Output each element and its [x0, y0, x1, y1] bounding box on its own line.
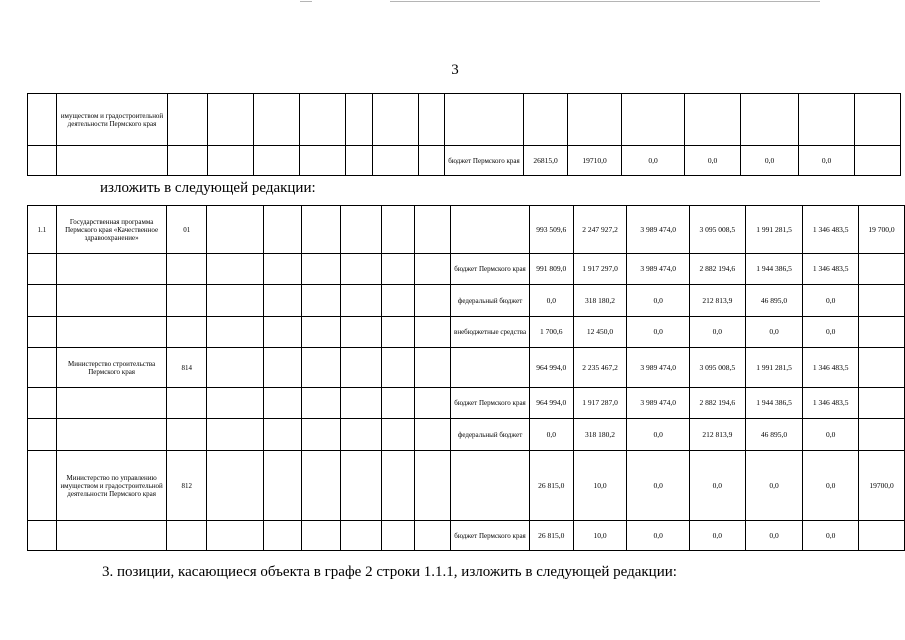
empty-cell: [207, 451, 264, 521]
value-cell: 3 989 474,0: [627, 206, 690, 254]
value-cell: [859, 348, 905, 388]
scan-artifact-line-left: [300, 1, 312, 2]
empty-cell: [341, 254, 382, 285]
scan-artifact-line-right: [390, 1, 820, 2]
empty-cell: [207, 521, 264, 551]
value-cell: 3 989 474,0: [627, 348, 690, 388]
empty-cell: [341, 388, 382, 419]
name-cell: [56, 317, 167, 348]
source-cell: [451, 451, 530, 521]
main-table: [27, 205, 905, 551]
value-cell: 0,0: [803, 451, 859, 521]
name-cell: [56, 419, 167, 451]
empty-cell: [302, 419, 341, 451]
empty-cell: [419, 94, 445, 146]
empty-cell: [415, 521, 451, 551]
empty-cell: [263, 521, 302, 551]
empty-cell: [381, 206, 415, 254]
num-cell: [28, 94, 57, 146]
value-cell: 0,0: [685, 146, 741, 176]
value-cell: 0,0: [690, 317, 746, 348]
value-cell: 318 180,2: [573, 419, 627, 451]
value-cell: 0,0: [803, 419, 859, 451]
name-cell: [56, 254, 167, 285]
value-cell: [741, 94, 799, 146]
table-row: [28, 206, 905, 254]
value-cell: 991 809,0: [529, 254, 573, 285]
empty-cell: [381, 317, 415, 348]
value-cell: 19700,0: [859, 451, 905, 521]
empty-cell: [263, 285, 302, 317]
value-cell: 1 346 483,5: [803, 254, 859, 285]
value-cell: 0,0: [745, 521, 803, 551]
value-cell: 2 882 194,6: [690, 388, 746, 419]
table-row: [28, 521, 905, 551]
empty-cell: [346, 94, 373, 146]
value-cell: 26815,0: [524, 146, 568, 176]
top-table-body: [28, 94, 901, 176]
main-table-body: [28, 206, 905, 551]
value-cell: [859, 317, 905, 348]
value-cell: 318 180,2: [573, 285, 627, 317]
source-cell: бюджет Пермского края: [445, 146, 524, 176]
empty-cell: [341, 419, 382, 451]
empty-cell: [415, 348, 451, 388]
value-cell: 1 917 287,0: [573, 388, 627, 419]
empty-cell: [302, 285, 341, 317]
table-row: [28, 451, 905, 521]
value-cell: [799, 94, 855, 146]
value-cell: 0,0: [803, 285, 859, 317]
source-cell: федеральный бюджет: [451, 419, 530, 451]
empty-cell: [302, 521, 341, 551]
value-cell: 2 882 194,6: [690, 254, 746, 285]
empty-cell: [300, 146, 346, 176]
value-cell: 0,0: [803, 521, 859, 551]
source-cell: внебюджетные средства: [451, 317, 530, 348]
empty-cell: [415, 254, 451, 285]
source-cell: федеральный бюджет: [451, 285, 530, 317]
empty-cell: [208, 94, 254, 146]
empty-cell: [415, 285, 451, 317]
num-cell: [28, 146, 57, 176]
empty-cell: [415, 419, 451, 451]
name-cell: [57, 146, 168, 176]
name-cell: Министерство строительства Пермского края: [56, 348, 167, 388]
num-cell: [28, 254, 57, 285]
value-cell: 10,0: [573, 451, 627, 521]
code-cell: 814: [167, 348, 207, 388]
value-cell: 1 991 281,5: [745, 206, 803, 254]
value-cell: [859, 285, 905, 317]
empty-cell: [168, 94, 208, 146]
value-cell: 1 346 483,5: [803, 206, 859, 254]
value-cell: 212 813,9: [690, 285, 746, 317]
source-cell: [451, 206, 530, 254]
page-number: 3: [451, 62, 459, 78]
empty-cell: [341, 285, 382, 317]
empty-cell: [341, 317, 382, 348]
empty-cell: [381, 285, 415, 317]
value-cell: 1 991 281,5: [745, 348, 803, 388]
table-row: [28, 285, 905, 317]
top-table: [27, 93, 901, 176]
code-cell: [167, 285, 207, 317]
value-cell: 964 994,0: [529, 348, 573, 388]
empty-cell: [346, 146, 373, 176]
value-cell: 10,0: [573, 521, 627, 551]
empty-cell: [168, 146, 208, 176]
value-cell: [568, 94, 622, 146]
value-cell: 0,0: [745, 317, 803, 348]
value-cell: 2 235 467,2: [573, 348, 627, 388]
empty-cell: [381, 348, 415, 388]
empty-cell: [302, 451, 341, 521]
value-cell: 1 346 483,5: [803, 348, 859, 388]
source-cell: бюджет Пермского края: [451, 254, 530, 285]
empty-cell: [207, 206, 264, 254]
table-row: [28, 419, 905, 451]
value-cell: 3 095 008,5: [690, 206, 746, 254]
value-cell: 0,0: [529, 285, 573, 317]
value-cell: [859, 254, 905, 285]
num-cell: [28, 317, 57, 348]
value-cell: 0,0: [803, 317, 859, 348]
empty-cell: [381, 521, 415, 551]
code-cell: 01: [167, 206, 207, 254]
source-cell: [451, 348, 530, 388]
table-row: [28, 254, 905, 285]
name-cell: [56, 388, 167, 419]
table-row: [28, 388, 905, 419]
empty-cell: [415, 206, 451, 254]
value-cell: [622, 94, 685, 146]
code-cell: [167, 521, 207, 551]
value-cell: 1 944 386,5: [745, 388, 803, 419]
empty-cell: [207, 419, 264, 451]
value-cell: 19710,0: [568, 146, 622, 176]
value-cell: [855, 94, 901, 146]
empty-cell: [302, 348, 341, 388]
value-cell: 26 815,0: [529, 451, 573, 521]
empty-cell: [373, 146, 419, 176]
num-cell: [28, 451, 57, 521]
empty-cell: [341, 206, 382, 254]
code-cell: 812: [167, 451, 207, 521]
name-cell: Министерство по управлению имуществом и градостроительной деятельности Пермского края: [56, 451, 167, 521]
empty-cell: [302, 388, 341, 419]
source-cell: [445, 94, 524, 146]
empty-cell: [208, 146, 254, 176]
value-cell: 1 917 297,0: [573, 254, 627, 285]
empty-cell: [263, 348, 302, 388]
empty-cell: [300, 94, 346, 146]
value-cell: 0,0: [622, 146, 685, 176]
empty-cell: [207, 254, 264, 285]
empty-cell: [341, 451, 382, 521]
table-row: [28, 94, 901, 146]
empty-cell: [254, 94, 300, 146]
num-cell: [28, 388, 57, 419]
value-cell: 0,0: [627, 451, 690, 521]
value-cell: 0,0: [627, 317, 690, 348]
empty-cell: [415, 388, 451, 419]
empty-cell: [254, 146, 300, 176]
value-cell: [859, 388, 905, 419]
num-cell: [28, 419, 57, 451]
value-cell: 0,0: [799, 146, 855, 176]
empty-cell: [341, 348, 382, 388]
empty-cell: [263, 317, 302, 348]
empty-cell: [207, 285, 264, 317]
source-cell: бюджет Пермского края: [451, 521, 530, 551]
value-cell: 12 450,0: [573, 317, 627, 348]
empty-cell: [381, 451, 415, 521]
empty-cell: [419, 146, 445, 176]
empty-cell: [207, 317, 264, 348]
value-cell: 46 895,0: [745, 285, 803, 317]
value-cell: 964 994,0: [529, 388, 573, 419]
num-cell: 1.1: [28, 206, 57, 254]
value-cell: 3 989 474,0: [627, 254, 690, 285]
name-cell: имуществом и градостроительной деятельности Пермского края: [57, 94, 168, 146]
value-cell: 0,0: [627, 285, 690, 317]
value-cell: 3 095 008,5: [690, 348, 746, 388]
empty-cell: [263, 206, 302, 254]
value-cell: 19 700,0: [859, 206, 905, 254]
empty-cell: [207, 348, 264, 388]
value-cell: 0,0: [627, 419, 690, 451]
value-cell: [524, 94, 568, 146]
code-cell: [167, 254, 207, 285]
value-cell: [859, 521, 905, 551]
source-cell: бюджет Пермского края: [451, 388, 530, 419]
num-cell: [28, 348, 57, 388]
value-cell: 1 346 483,5: [803, 388, 859, 419]
table-row: [28, 146, 901, 176]
value-cell: 0,0: [529, 419, 573, 451]
empty-cell: [373, 94, 419, 146]
value-cell: 0,0: [627, 521, 690, 551]
code-cell: [167, 317, 207, 348]
empty-cell: [302, 254, 341, 285]
value-cell: 993 509,6: [529, 206, 573, 254]
num-cell: [28, 285, 57, 317]
empty-cell: [263, 419, 302, 451]
name-cell: Государственная программа Пермского края «Качественное здравоохранение»: [56, 206, 167, 254]
name-cell: [56, 521, 167, 551]
value-cell: [855, 146, 901, 176]
value-cell: 0,0: [690, 521, 746, 551]
empty-cell: [263, 388, 302, 419]
table-row: [28, 348, 905, 388]
name-cell: [56, 285, 167, 317]
empty-cell: [415, 317, 451, 348]
value-cell: 0,0: [745, 451, 803, 521]
value-cell: 2 247 927,2: [573, 206, 627, 254]
value-cell: [859, 419, 905, 451]
value-cell: 1 700,6: [529, 317, 573, 348]
value-cell: 1 944 386,5: [745, 254, 803, 285]
paragraph-text: 3. позиции, касающиеся объекта в графе 2 строки 1.1.1, изложить в следующей редакции:: [102, 564, 677, 580]
empty-cell: [302, 206, 341, 254]
value-cell: 0,0: [741, 146, 799, 176]
table-row: [28, 317, 905, 348]
empty-cell: [341, 521, 382, 551]
value-cell: 46 895,0: [745, 419, 803, 451]
empty-cell: [415, 451, 451, 521]
empty-cell: [207, 388, 264, 419]
code-cell: [167, 388, 207, 419]
value-cell: 0,0: [690, 451, 746, 521]
empty-cell: [263, 254, 302, 285]
value-cell: 3 989 474,0: [627, 388, 690, 419]
value-cell: 212 813,9: [690, 419, 746, 451]
empty-cell: [381, 388, 415, 419]
empty-cell: [381, 254, 415, 285]
value-cell: [685, 94, 741, 146]
empty-cell: [381, 419, 415, 451]
empty-cell: [302, 317, 341, 348]
empty-cell: [263, 451, 302, 521]
value-cell: 26 815,0: [529, 521, 573, 551]
code-cell: [167, 419, 207, 451]
heading-text: изложить в следующей редакции:: [100, 180, 316, 196]
num-cell: [28, 521, 57, 551]
